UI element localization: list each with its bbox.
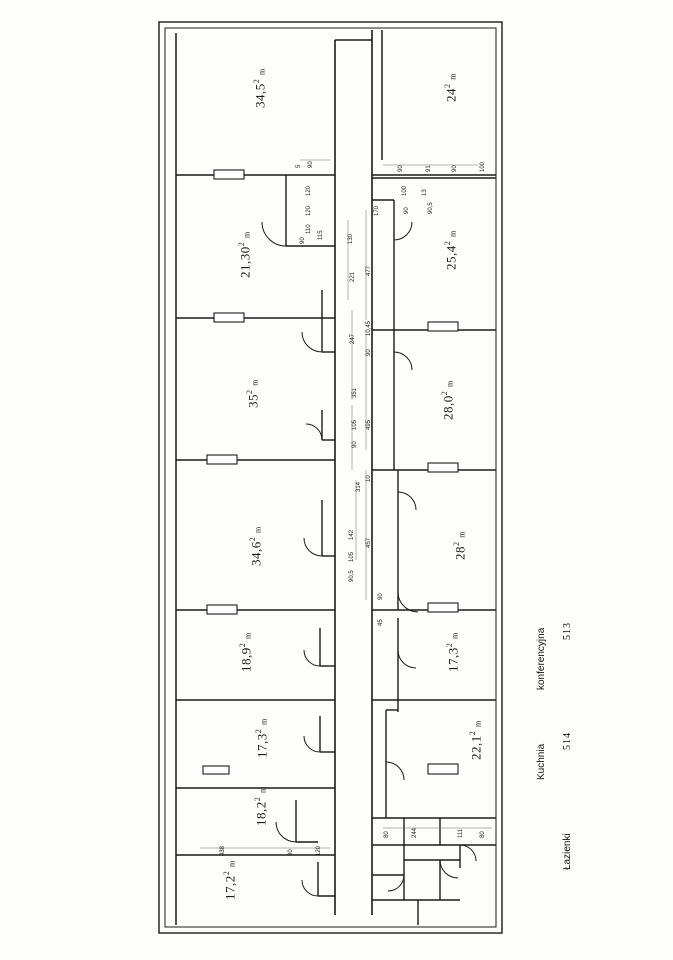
dimension-label: 13 bbox=[422, 189, 428, 196]
dimension-label: 90 bbox=[378, 593, 384, 600]
dimension-label: 111 bbox=[458, 828, 464, 838]
annotation-room-514: 514 bbox=[562, 732, 573, 750]
room-area-label: 22,1$^2$ m bbox=[468, 720, 484, 760]
room-area-label: 17,2$^2$ m bbox=[222, 860, 238, 900]
dimension-label: 244 bbox=[412, 827, 418, 838]
dimension-label: 90 bbox=[366, 349, 372, 356]
annotation-conference-room: konferencyjna bbox=[536, 627, 547, 690]
annotation-room-513: 513 bbox=[562, 622, 573, 640]
dimension-label: 90 bbox=[352, 441, 358, 448]
dimension-label: 314 bbox=[356, 481, 362, 492]
dimension-label: 90 bbox=[398, 165, 404, 172]
room-area-label: $28^2$ m bbox=[452, 531, 468, 560]
room-area-label: 18,9$^2$ m bbox=[238, 632, 254, 672]
dimension-label: 457 bbox=[366, 537, 372, 548]
dimension-label: 115 bbox=[318, 230, 324, 240]
room-area-label: 34,5$^2$ m bbox=[252, 68, 268, 108]
dimension-label: 91 bbox=[426, 165, 432, 172]
dimension-label: 477 bbox=[366, 265, 372, 276]
room-area-label: 18,2$^2$ m bbox=[253, 786, 269, 826]
dimension-label: 438 bbox=[220, 845, 226, 856]
dimension-label: 105 bbox=[352, 419, 358, 430]
dimension-label: 90 bbox=[288, 849, 294, 856]
dimension-label: 351 bbox=[352, 387, 358, 398]
dimension-label: 90 bbox=[404, 207, 410, 214]
dimension-label: 120 bbox=[316, 845, 322, 856]
dimension-label: 100 bbox=[402, 185, 408, 196]
room-area-label: 34,6$^2$ m bbox=[248, 526, 264, 566]
dimension-label: 10 bbox=[366, 475, 372, 482]
dimension-label: 10,45 bbox=[366, 320, 372, 336]
dimension-label: 5 bbox=[296, 164, 302, 168]
dimension-label: 221 bbox=[350, 271, 356, 282]
dimension-label: 105 bbox=[349, 551, 355, 562]
annotation-bathrooms: Łazienki bbox=[562, 833, 573, 870]
dimension-label: 90,5 bbox=[349, 570, 355, 582]
dimension-label: 120 bbox=[306, 205, 312, 216]
room-area-label: $35^2$ m bbox=[245, 379, 261, 408]
room-area-label: 28,0$^2$ m bbox=[440, 380, 456, 420]
dimension-label: 170 bbox=[374, 205, 380, 216]
room-area-label: 17,3$^2$ m bbox=[445, 632, 461, 672]
dimension-label: 90 bbox=[300, 237, 306, 244]
dimension-label: 80 bbox=[480, 831, 486, 838]
dimension-label: 90,5 bbox=[428, 202, 434, 214]
dimension-label: 90 bbox=[452, 165, 458, 172]
room-area-label: 21,30$^2$ m bbox=[237, 231, 253, 278]
dimension-label: 45 bbox=[378, 619, 384, 626]
dimension-label: 495 bbox=[366, 419, 372, 430]
dimension-label: 247 bbox=[350, 333, 356, 344]
dimension-label: 80 bbox=[384, 831, 390, 838]
dimension-label: 120 bbox=[306, 185, 312, 196]
dimension-label: 100 bbox=[480, 161, 486, 172]
room-area-label: $24^2$ m bbox=[443, 73, 459, 102]
room-area-label: 17,3$^2$ m bbox=[254, 718, 270, 758]
dimension-label: 130 bbox=[348, 233, 354, 244]
dimension-label: 90 bbox=[308, 161, 314, 168]
annotation-kitchen: Kuchnia bbox=[536, 743, 547, 780]
dimension-label: 142 bbox=[349, 529, 355, 540]
dimension-label: 110 bbox=[306, 224, 312, 234]
room-area-label: 25,4$^2$ m bbox=[443, 230, 459, 270]
